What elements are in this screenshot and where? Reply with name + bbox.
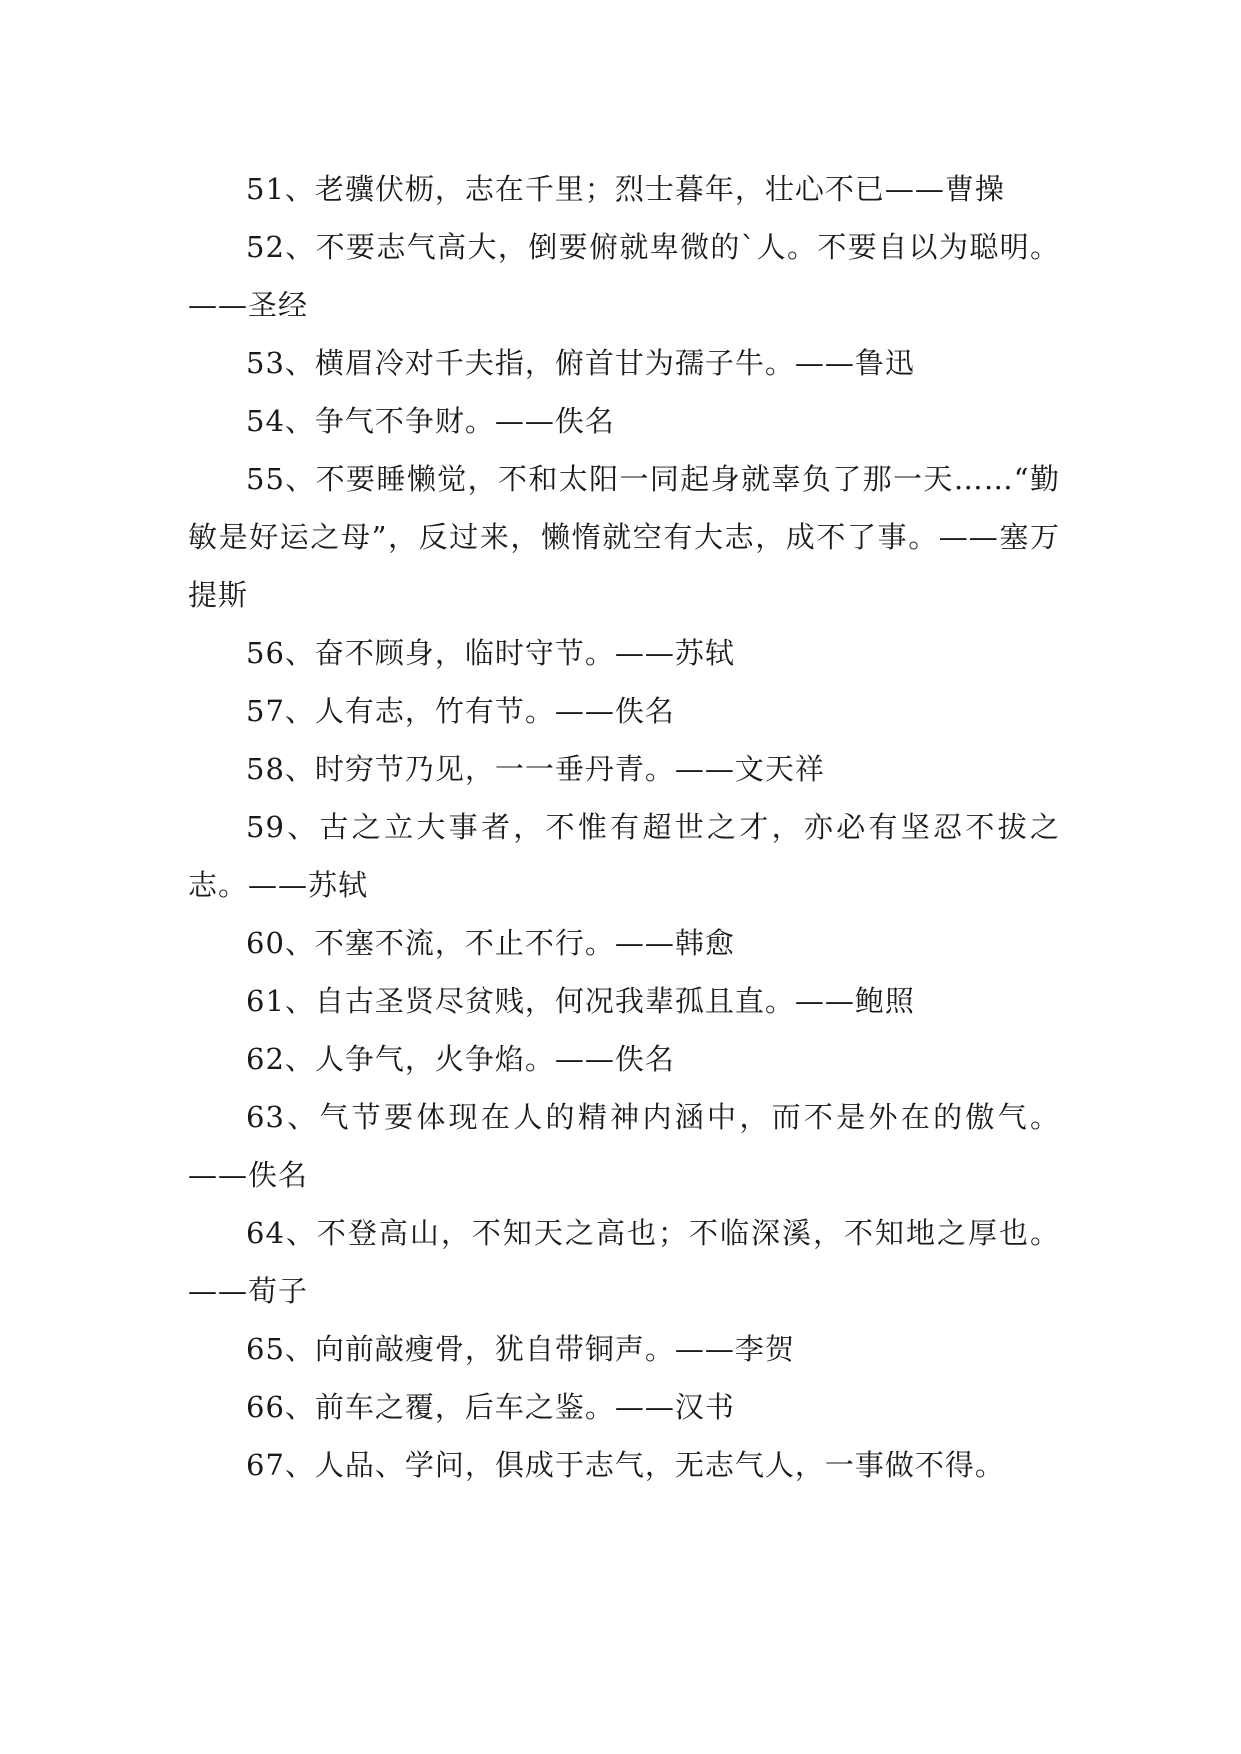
quote-55: 55、不要睡懒觉，不和太阳一同起身就辜负了那一天……“勤敏是好运之母”，反过来，懒惰就空有大志，成不了事。——塞万提斯 <box>188 462 1060 612</box>
quote-57: 57、人有志，竹有节。——佚名 <box>246 694 675 728</box>
quote-63: 63、气节要体现在人的精神内涵中，而不是外在的傲气。——佚名 <box>188 1100 1060 1192</box>
quote-56: 56、奋不顾身，临时守节。——苏轼 <box>246 636 735 670</box>
quote-list <box>188 160 1060 1494</box>
quote-62: 62、人争气，火争焰。——佚名 <box>246 1042 675 1076</box>
quote-66: 66、前车之覆，后车之鉴。——汉书 <box>246 1390 735 1424</box>
quote-58: 58、时穷节乃见，一一垂丹青。——文天祥 <box>246 752 825 786</box>
quote-60: 60、不塞不流，不止不行。——韩愈 <box>246 926 735 960</box>
quote-54: 54、争气不争财。——佚名 <box>246 404 615 438</box>
quote-64: 64、不登高山，不知天之高也；不临深溪，不知地之厚也。——荀子 <box>188 1216 1060 1308</box>
quote-61: 61、自古圣贤尽贫贱，何况我辈孤且直。——鲍照 <box>246 984 915 1018</box>
quote-53: 53、横眉冷对千夫指，俯首甘为孺子牛。——鲁迅 <box>246 346 915 380</box>
quote-59: 59、古之立大事者，不惟有超世之才，亦必有坚忍不拔之志。——苏轼 <box>188 810 1060 902</box>
quote-52: 52、不要志气高大，倒要俯就卑微的`人。不要自以为聪明。——圣经 <box>188 230 1060 322</box>
quote-65: 65、向前敲瘦骨，犹自带铜声。——李贺 <box>246 1332 795 1366</box>
quote-51: 51、老骥伏枥，志在千里；烈士暮年，壮心不已——曹操 <box>246 172 1005 206</box>
quote-67: 67、人品、学问，俱成于志气，无志气人，一事做不得。 <box>246 1448 1005 1482</box>
